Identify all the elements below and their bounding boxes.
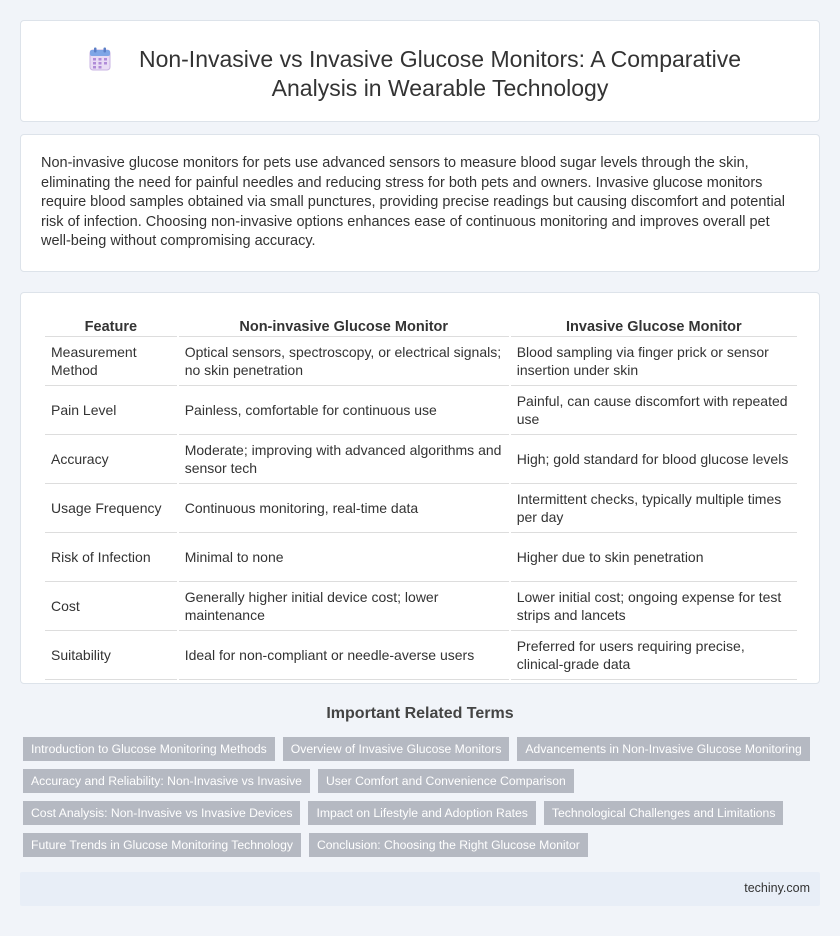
related-term-tag[interactable]: Conclusion: Choosing the Right Glucose Monitor: [309, 833, 588, 857]
column-header: Feature: [45, 315, 177, 337]
table-cell: Accuracy: [45, 435, 177, 484]
footer: [20, 872, 820, 906]
table-row: [45, 337, 797, 386]
comparison-table: [43, 315, 799, 680]
table-row: [45, 582, 797, 631]
column-header: Non-invasive Glucose Monitor: [179, 315, 509, 337]
table-cell: Generally higher initial device cost; lower maintenance: [179, 582, 509, 631]
table-cell: Minimal to none: [179, 533, 509, 582]
title-card: [20, 20, 820, 122]
comparison-table-card: [20, 292, 820, 684]
tag-row: [20, 833, 820, 857]
related-term-tag[interactable]: Impact on Lifestyle and Adoption Rates: [308, 801, 535, 825]
table-header-row: [45, 315, 797, 337]
related-term-tag[interactable]: Overview of Invasive Glucose Monitors: [283, 737, 510, 761]
table-cell: Higher due to skin penetration: [511, 533, 797, 582]
table-cell: Blood sampling via finger prick or sensor insertion under skin: [511, 337, 797, 386]
related-term-tag[interactable]: Future Trends in Glucose Monitoring Technology: [23, 833, 301, 857]
table-cell: Cost: [45, 582, 177, 631]
table-row: [45, 386, 797, 435]
related-term-tag[interactable]: Advancements in Non-Invasive Glucose Monitoring: [517, 737, 809, 761]
table-cell: Preferred for users requiring precise, clinical-grade data: [511, 631, 797, 680]
table-cell: Painful, can cause discomfort with repeated use: [511, 386, 797, 435]
page-title: Non-Invasive vs Invasive Glucose Monitors: A Comparative Analysis in Wearable Technology: [138, 46, 742, 101]
table-cell: Usage Frequency: [45, 484, 177, 533]
table-row: [45, 533, 797, 582]
related-term-tag[interactable]: Introduction to Glucose Monitoring Methods: [23, 737, 275, 761]
table-cell: Lower initial cost; ongoing expense for test strips and lancets: [511, 582, 797, 631]
tag-row: [20, 769, 820, 793]
table-cell: Suitability: [45, 631, 177, 680]
table-cell: Risk of Infection: [45, 533, 177, 582]
related-terms-list: [20, 737, 820, 865]
table-cell: Painless, comfortable for continuous use: [179, 386, 509, 435]
table-row: [45, 631, 797, 680]
table-cell: Pain Level: [45, 386, 177, 435]
tag-row: [20, 737, 820, 761]
column-header: Invasive Glucose Monitor: [511, 315, 797, 337]
table-cell: Continuous monitoring, real-time data: [179, 484, 509, 533]
table-row: [45, 484, 797, 533]
tag-row: [20, 801, 820, 825]
intro-paragraph: Non-invasive glucose monitors for pets use advanced sensors to measure blood sugar levels through the skin, eliminating the need for painful needles and reducing stress for both pets and owners. Invasive glucose monitors require blood samples obtained via small punctures, providing precise readings but causing discomfort and potential risk of infection. Choosing non-invasive options enhances ease of continuous monitoring and improves overall pet well-being without compromising accuracy.: [41, 155, 785, 250]
intro-card: [20, 134, 820, 272]
related-term-tag[interactable]: Accuracy and Reliability: Non-Invasive vs Invasive: [23, 769, 310, 793]
related-terms-title: Important Related Terms: [326, 705, 514, 722]
table-cell: High; gold standard for blood glucose levels: [511, 435, 797, 484]
table-cell: Ideal for non-compliant or needle-averse users: [179, 631, 509, 680]
related-term-tag[interactable]: User Comfort and Convenience Comparison: [318, 769, 574, 793]
table-cell: Optical sensors, spectroscopy, or electrical signals; no skin penetration: [179, 337, 509, 386]
related-term-tag[interactable]: Cost Analysis: Non-Invasive vs Invasive Devices: [23, 801, 300, 825]
footer-site-name: techiny.com: [744, 881, 810, 895]
table-cell: Intermittent checks, typically multiple times per day: [511, 484, 797, 533]
table-cell: Moderate; improving with advanced algorithms and sensor tech: [179, 435, 509, 484]
table-row: [45, 435, 797, 484]
table-cell: Measurement Method: [45, 337, 177, 386]
related-term-tag[interactable]: Technological Challenges and Limitations: [544, 801, 784, 825]
